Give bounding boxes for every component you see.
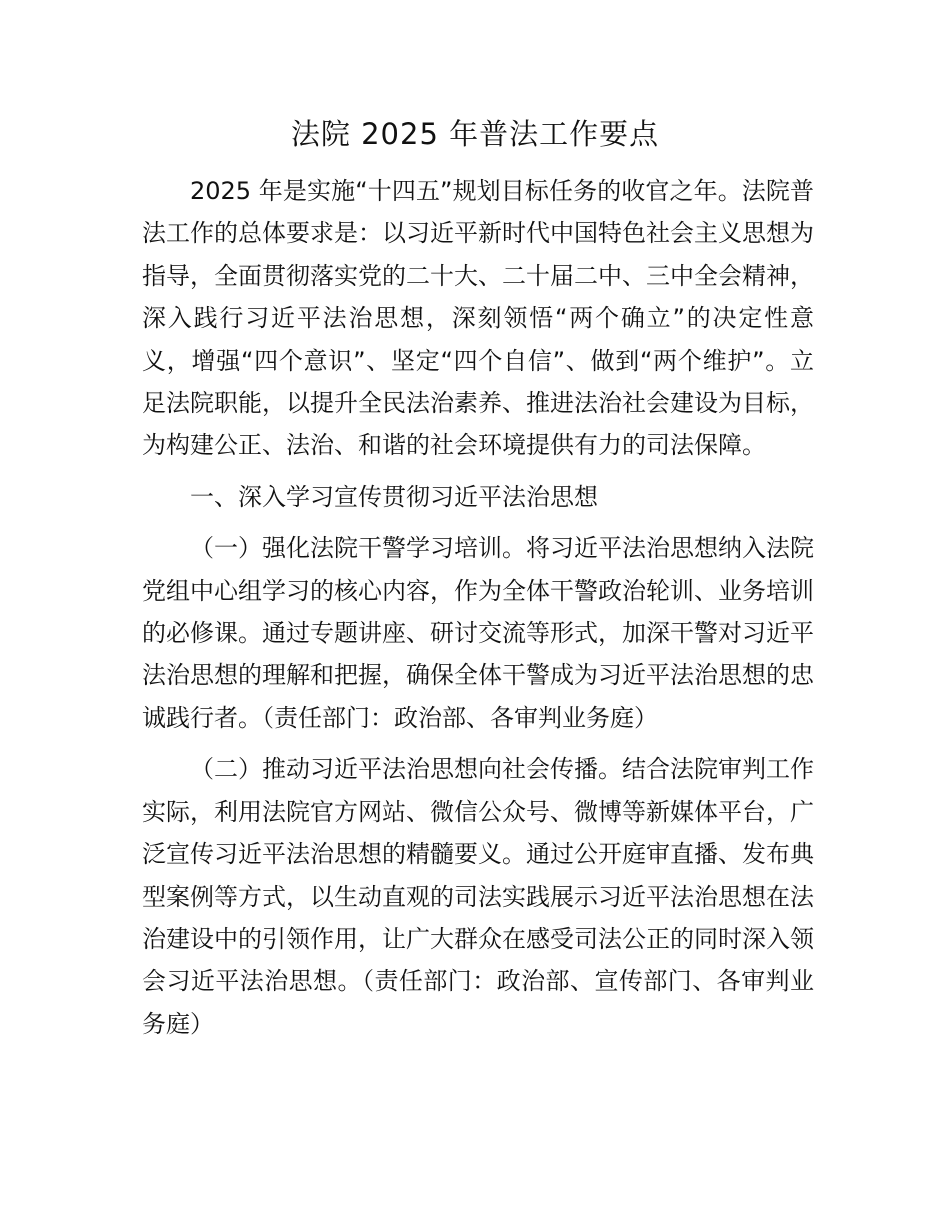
document-title: 法院 2025 年普法工作要点 [290,117,660,151]
document-body [142,170,814,1045]
section-heading-1: 一、深入学习宣传贯彻习近平法治思想 [190,482,598,511]
intro-paragraph: 2025 年是实施“十四五”规划目标任务的收官之年。法院普法工作的总体要求是：以习近平新时代中国特色社会主义思想为指导，全面贯彻落实党的二十大、二十届二中、三中全会精神，深入践行习近平法治思想，深刻领悟“两个确立”的决定性意义，增强“四个意识”、坚定“四个自信”、做到“两个维护”。立足法院职能，以提升全民法治素养、推进法治社会建设为目标，为构建公正、法治、和谐的社会环境提供有力的司法保障。 [142,177,814,460]
item-paragraph-1: （一）强化法院干警学习培训。将习近平法治思想纳入法院党组中心组学习的核心内容，作为全体干警政治轮训、业务培训的必修课。通过专题讲座、研讨交流等形式，加深干警对习近平法治思想的理解和把握，确保全体干警成为习近平法治思想的忠诚践行者。（责任部门：政治部、各审判业务庭） [142,534,814,732]
item-paragraph-2: （二）推动习近平法治思想向社会传播。结合法院审判工作实际，利用法院官方网站、微信公众号、微博等新媒体平台，广泛宣传习近平法治思想的精髓要义。通过公开庭审直播、发布典型案例等方式，以生动直观的司法实践展示习近平法治思想在法治建设中的引领作用，让广大群众在感受司法公正的同时深入领会习近平法治思想。（责任部门：政治部、宣传部门、各审判业务庭） [142,755,814,1038]
